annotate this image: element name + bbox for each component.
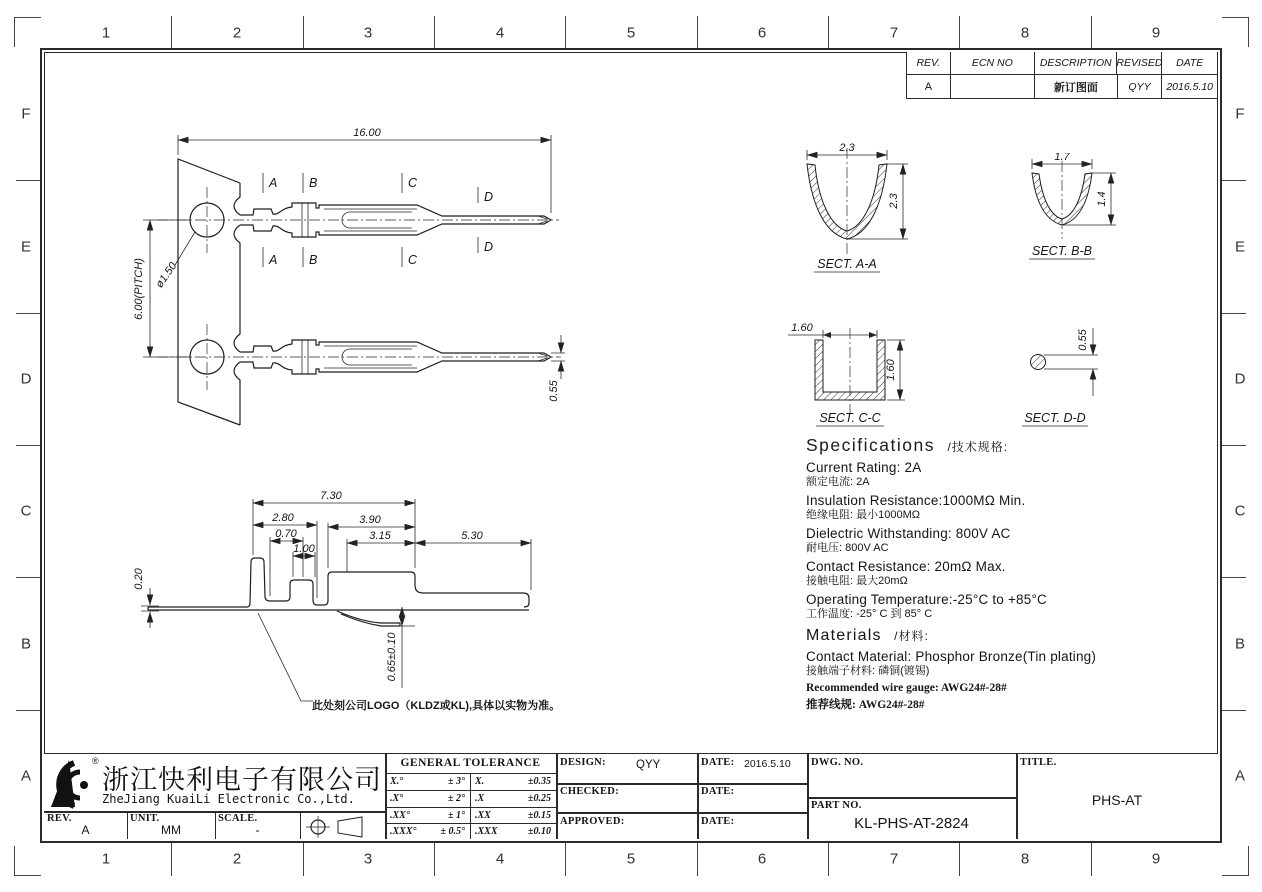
section-aa-drawing [790,138,930,278]
revision-table [906,52,1218,99]
grid-col-label: 2 [232,24,242,42]
grid-col-label: 8 [1020,24,1030,42]
section-bb-drawing [1008,153,1140,271]
tol-deg-val: ± 3° [448,776,465,787]
grid-col-label: 9 [1151,850,1161,868]
tolerance-cell [385,824,470,839]
spec-item-cn: 耐电压: 800V AC [806,541,889,554]
date3-label: DATE: [701,816,735,827]
section-dd-drawing [998,320,1133,430]
grid-tick [697,16,698,50]
tol-deg: .XXX° [390,826,417,837]
grid-tick [1220,180,1246,181]
terminal-profile [148,558,529,626]
corner-mark-br [1222,846,1249,876]
section-bb-height: 1.4 [1096,191,1108,207]
grid-col-label: 1 [101,24,111,42]
grid-tick [1091,16,1092,50]
grid-tick [959,842,960,876]
side-dimensions [133,490,531,688]
grid-tick [828,16,829,50]
divider [697,754,699,839]
grid-row-label: F [1235,105,1245,123]
unit-label: UNIT. [130,813,160,824]
dim-020-text: 0.20 [133,568,145,590]
ecn-value [951,75,1035,98]
grid-tick [303,16,304,50]
grid-col-label: 4 [495,850,505,868]
logo-note-leader [258,613,313,701]
materials-title: Materials [806,627,882,644]
grid-col-label: 8 [1020,850,1030,868]
material-item-en: Contact Material: Phosphor Bronze(Tin plating) [806,648,1097,664]
approved-label: APPROVED: [560,816,625,827]
grid-tick [565,842,566,876]
grid-col-label: 2 [232,850,242,868]
company-name-en: ZheJiang KuaiLi Electronic Co.,Ltd. [102,792,355,806]
tol-dec: .XXX [475,826,498,837]
section-letter-a: A [269,176,278,190]
grid-tick [16,577,42,578]
divider [556,783,807,785]
description-value: 新订图面 [1035,75,1117,98]
section-cc-width: 1.60 [791,322,813,334]
section-letter-d: D [484,240,494,254]
terminal-top [157,203,559,237]
spec-item-cn: 绝缘电阻: 最小1000MΩ [806,508,920,521]
tol-dec-val: ±0.10 [528,826,551,837]
dwg-no-label: DWG. NO. [811,757,864,768]
scale-value: - [255,823,260,837]
grid-row-label: F [21,105,31,123]
specifications-title: Specifications [806,435,935,455]
dim-hole-dia [154,232,195,290]
grid-col-label: 7 [889,850,899,868]
dim-tip-text: 0.55 [548,380,560,402]
materials-heading [806,627,1166,645]
grid-row-label: D [20,370,32,388]
ecn-header: ECN NO [951,52,1035,75]
spec-item-en: Current Rating: 2A [806,459,922,475]
grid-tick [1220,710,1246,711]
grid-tick [565,16,566,50]
tolerance-title: GENERAL TOLERANCE [400,757,541,769]
unit-value: MM [161,823,181,837]
grid-col-label: 5 [626,24,636,42]
rev-value: A [907,75,951,98]
tolerance-cell [385,791,470,806]
grid-tick [434,842,435,876]
tol-dec-val: ±0.25 [528,793,551,804]
spec-item-en: Insulation Resistance:1000MΩ Min. [806,492,1026,508]
date-header: DATE [1162,52,1217,75]
tolerance-cell [385,808,470,823]
grid-row-label: A [20,767,32,785]
tolerance-cell [470,824,556,839]
revised-header: REVISED [1117,52,1162,75]
dim-pitch-text: 6.00(PITCH) [133,258,145,320]
part-no-value: KL-PHS-AT-2824 [854,815,969,832]
tol-deg-val: ± 1° [448,810,465,821]
grid-row-label: C [1234,502,1246,520]
material-item-cn: 接触端子材料: 磷铜(镀锡) [806,664,930,677]
revision-table-row [907,75,1217,98]
divider [807,797,1016,799]
company-name-cn: 浙江快利电子有限公司 [102,765,382,795]
rev-header: REV. [907,52,951,75]
grid-tick [434,16,435,50]
tol-deg: X.° [390,776,404,787]
divider [556,812,807,814]
dim-390-text: 3.90 [359,514,381,526]
wire-gauge-cn: 推荐线规: AWG24#-28# [806,699,925,711]
revised-value: QYY [1118,75,1163,98]
section-aa-height: 2.3 [888,193,900,209]
dim-hole-text: ø1.50 [153,260,180,291]
scale-label: SCALE. [218,813,258,824]
wire-gauge-en: Recommended wire gauge: AWG24#-28# [806,682,1007,694]
grid-row-label: C [20,502,32,520]
grid-row-label: B [20,635,32,653]
tolerance-cell [385,774,470,789]
specifications-heading [806,435,1166,456]
dim-070-text: 0.70 [275,528,297,540]
section-bb-label: SECT. B-B [1032,244,1092,258]
divider [300,811,301,839]
specifications-title-cn: /技术规格: [947,440,1009,454]
logo-note: 此处刻公司LOGO（KLDZ或KL),具体以实物为准。 [312,700,561,712]
grid-tick [1220,445,1246,446]
section-dd-height: 0.55 [1077,329,1089,351]
spec-item-cn: 额定电流: 2A [806,475,870,488]
grid-tick [16,445,42,446]
section-cc-height: 1.60 [885,359,897,381]
grid-tick [171,16,172,50]
dim-315-text: 3.15 [369,530,391,542]
spec-item-en: Dielectric Withstanding: 800V AC [806,525,1011,541]
tol-deg: .X° [390,793,404,804]
registered-mark: ® [92,756,99,766]
section-letter-a: A [269,253,278,267]
spec-item-cn: 接触电阻: 最大20mΩ [806,574,908,587]
grid-col-label: 6 [757,24,767,42]
section-aa-width: 2.3 [839,142,855,154]
corner-mark-tl [14,17,41,47]
spec-item-en: Operating Temperature:-25°C to +85°C [806,591,1047,607]
grid-col-label: 1 [101,850,111,868]
tol-deg-val: ± 0.5° [440,826,465,837]
date2-label: DATE: [701,786,735,797]
corner-mark-bl [14,846,41,876]
spec-item-en: Contact Resistance: 20mΩ Max. [806,558,1006,574]
tol-dec: X. [475,776,485,787]
title-value: PHS-AT [1091,792,1143,808]
tolerance-cell [470,791,556,806]
tol-dec-val: ±0.35 [528,776,551,787]
grid-row-label: B [1234,635,1246,653]
checked-label: CHECKED: [560,786,619,797]
grid-col-label: 7 [889,24,899,42]
section-letter-c: C [408,253,418,267]
main-view-drawing [95,105,575,445]
grid-col-label: 3 [363,850,373,868]
grid-tick [1091,842,1092,876]
dim-065-text: 0.65±0.10 [386,632,398,682]
specifications-block [806,435,1166,621]
grid-tick [16,313,42,314]
grid-tick [697,842,698,876]
section-dd-label: SECT. D-D [1024,411,1086,425]
design-label: DESIGN: [560,757,606,768]
revision-table-header [907,52,1217,75]
carrier-strip [178,159,240,425]
date1-label: DATE: [701,757,735,768]
section-letter-b: B [309,253,318,267]
rev-value: A [81,823,90,837]
grid-col-label: 6 [757,850,767,868]
tol-deg: .XX° [390,810,410,821]
date-value: 2016.5.10 [1166,80,1214,93]
tolerance-cell [470,808,556,823]
part-no-label: PART NO. [811,800,862,811]
projection-symbol [302,814,382,840]
grid-col-label: 4 [495,24,505,42]
materials-block [806,627,1166,712]
grid-tick [303,842,304,876]
dim-overall-length [178,127,551,213]
grid-row-label: D [1234,370,1246,388]
section-letter-d: D [484,190,494,204]
grid-tick [828,842,829,876]
dim-280-text: 2.80 [272,512,294,524]
side-view-drawing [125,455,595,725]
section-letter-c: C [408,176,418,190]
date1-value: 2016.5.10 [744,758,791,770]
section-bb-width: 1.7 [1054,153,1070,163]
grid-row-label: A [1234,767,1246,785]
section-letter-b: B [309,176,318,190]
spec-item-cn: 工作温度: -25° C 到 85° C [806,607,933,620]
design-value: QYY [636,759,661,771]
grid-tick [959,16,960,50]
tol-dec: .XX [475,810,491,821]
grid-tick [16,180,42,181]
materials-title-cn: /材料: [894,629,929,643]
grid-row-label: E [20,238,32,256]
arrow [869,332,877,338]
tolerance-cell [470,774,556,789]
title-block [44,753,1218,839]
description-header: DESCRIPTION [1035,52,1117,75]
dim-730-text: 7.30 [320,490,342,502]
corner-mark-tr [1222,17,1249,47]
dim-overall-text: 16.00 [353,127,381,139]
terminal-bottom [157,340,561,374]
tol-dec: .X [475,793,485,804]
grid-col-label: 5 [626,850,636,868]
dim-530-text: 5.30 [461,530,483,542]
grid-tick [1220,313,1246,314]
dim-tip-thickness [548,335,565,402]
grid-tick [171,842,172,876]
section-dd-shape [1031,355,1046,370]
arrow [823,332,831,338]
divider [556,754,558,839]
title-label: TITLE. [1020,757,1057,768]
dim-100-text: 1.00 [293,543,315,555]
grid-col-label: 3 [363,24,373,42]
tol-dec-val: ±0.15 [528,810,551,821]
tol-deg-val: ± 2° [448,793,465,804]
grid-tick [16,710,42,711]
section-aa-label: SECT. A-A [817,257,877,271]
grid-tick [1220,577,1246,578]
grid-col-label: 9 [1151,24,1161,42]
rev-label: REV. [47,813,72,824]
section-cc-drawing [783,320,933,430]
grid-row-label: E [1234,238,1246,256]
section-cc-label: SECT. C-C [819,411,881,425]
